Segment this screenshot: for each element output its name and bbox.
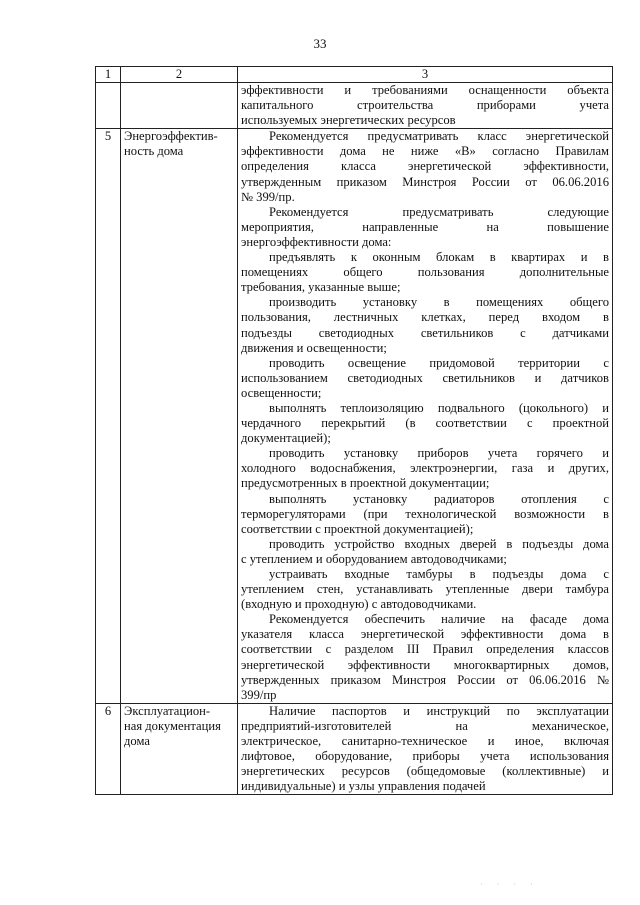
text-line: указателя класса энергетической эффективности дома в <box>241 627 609 642</box>
row-name <box>121 129 238 704</box>
text-line: соответствии с разделом III Правил определения классов <box>241 642 609 657</box>
text-line: соответствии с проектной документацией); <box>241 521 474 536</box>
table-header-row <box>96 67 613 83</box>
text-line: проводить устройство входных дверей в подъезды дома <box>269 536 609 551</box>
paragraph <box>241 612 609 703</box>
text-line: Наличие паспортов и инструкций по эксплуатации <box>269 703 609 718</box>
text-line: эффективности дома не ниже «В» согласно Правилам <box>241 144 609 159</box>
text-line: пользования, лестничных клетках, перед входом в <box>241 310 609 325</box>
paragraph <box>241 446 609 491</box>
text-line: энергетических ресурсов (общедомовые (коллективные) и <box>241 764 609 779</box>
scan-artifact: · · · · <box>480 880 539 889</box>
text-line: капитального строительства приборами учета <box>241 98 609 113</box>
text-line: предприятий-изготовителей на механическое, <box>241 718 609 733</box>
text-line: (входную и проходную) с автодоводчиками. <box>241 597 477 612</box>
text-line: устраивать входные тамбуры в подъезды дома с <box>269 567 609 581</box>
text-line: терморегуляторами (при технологической возможности в <box>241 506 609 521</box>
text-line: предъявлять к оконным блокам в квартирах и в <box>269 250 609 265</box>
header-col-2: 2 <box>121 67 238 83</box>
text-line: проводить освещение придомовой территории с <box>269 355 609 370</box>
row-name-line: Эксплуатацион- <box>124 703 211 718</box>
row-number: 5 <box>96 129 121 704</box>
text-line: проводить установку приборов учета горячего и <box>269 446 609 461</box>
row-name-line: дома <box>124 734 150 749</box>
row-name-line: Энергоэффектив- <box>124 129 218 144</box>
text-line: утвержденным приказом Минстроя России от 06.06.2016 <box>241 174 609 189</box>
text-line: № 399/пр. <box>241 189 295 204</box>
text-line: движения и освещенности; <box>241 340 387 355</box>
text-line: предусмотренных в проектной документации; <box>241 476 490 491</box>
text-line: Рекомендуется предусматривать следующие <box>269 204 609 219</box>
text-line: Рекомендуется предусматривать класс энергетической <box>269 129 609 144</box>
continuation-text <box>238 83 613 129</box>
text-line: утеплением стен, устанавливать утепленные двери тамбура <box>241 582 609 597</box>
text-line: используемых энергетических ресурсов <box>241 113 456 128</box>
text-line: холодного водоснабжения, электроэнергии, газа и других, <box>241 461 609 476</box>
text-line: утвержденных приказом Минстроя России от 06.06.2016 № <box>241 672 609 687</box>
row-name-line: ная документация <box>124 718 221 733</box>
regulation-table <box>95 66 613 795</box>
text-line: чердачного перекрытий (в соответствии с проектной <box>241 416 609 431</box>
paragraph <box>241 704 609 795</box>
text-line: мероприятия, направленные на повышение <box>241 219 609 234</box>
text-line: требования, указанные выше; <box>241 280 401 295</box>
paragraph <box>241 567 609 612</box>
paragraph <box>241 205 609 250</box>
row-name <box>121 703 238 795</box>
text-line: помещениях общего пользования дополнительные <box>241 265 609 280</box>
paragraph <box>241 295 609 355</box>
text-line: энергоэффективности дома: <box>241 234 392 249</box>
text-line: подъезды светодиодных светильников с датчиками <box>241 325 609 340</box>
text-line: производить установку в помещениях общего <box>269 295 609 310</box>
text-line: определения класса энергетической эффективности, <box>241 159 609 174</box>
text-line: выполнять установку радиаторов отопления с <box>269 491 609 506</box>
text-line: индивидуальные) и узлы управления подачей <box>241 779 486 794</box>
text-line: с утеплением и оборудованием автодоводчиками; <box>241 551 507 566</box>
text-line: энергетической эффективности многоквартирных домов, <box>241 657 609 672</box>
paragraph <box>241 356 609 401</box>
header-col-1: 1 <box>96 67 121 83</box>
text-line: Рекомендуется обеспечить наличие на фасаде дома <box>269 612 609 627</box>
paragraph <box>241 492 609 537</box>
row-number: 6 <box>96 703 121 795</box>
text-line: 399/пр <box>241 687 277 702</box>
text-line: документацией); <box>241 431 331 446</box>
row-name-line: ность дома <box>124 144 184 159</box>
table-row-6 <box>96 703 613 795</box>
text-line: эффективности и требованиями оснащенности объекта <box>241 83 609 97</box>
text-line: выполнять теплоизоляцию подвального (цокольного) и <box>269 400 609 415</box>
text-line: освещенности; <box>241 385 322 400</box>
text-line: использованием светодиодных светильников и датчиков <box>241 370 609 385</box>
page-number: 33 <box>313 36 327 51</box>
row-content <box>238 129 613 704</box>
paragraph <box>241 401 609 446</box>
text-line: лифтовое, оборудование, приборы учета использования <box>241 749 609 764</box>
paragraph <box>241 537 609 567</box>
paragraph <box>241 129 609 204</box>
text-line: электрическое, санитарно-техническое и иное, включая <box>241 734 609 749</box>
header-col-3: 3 <box>238 67 613 83</box>
table-row-5 <box>96 129 613 704</box>
row-content <box>238 703 613 795</box>
paragraph <box>241 250 609 295</box>
continuation-row <box>96 83 613 129</box>
